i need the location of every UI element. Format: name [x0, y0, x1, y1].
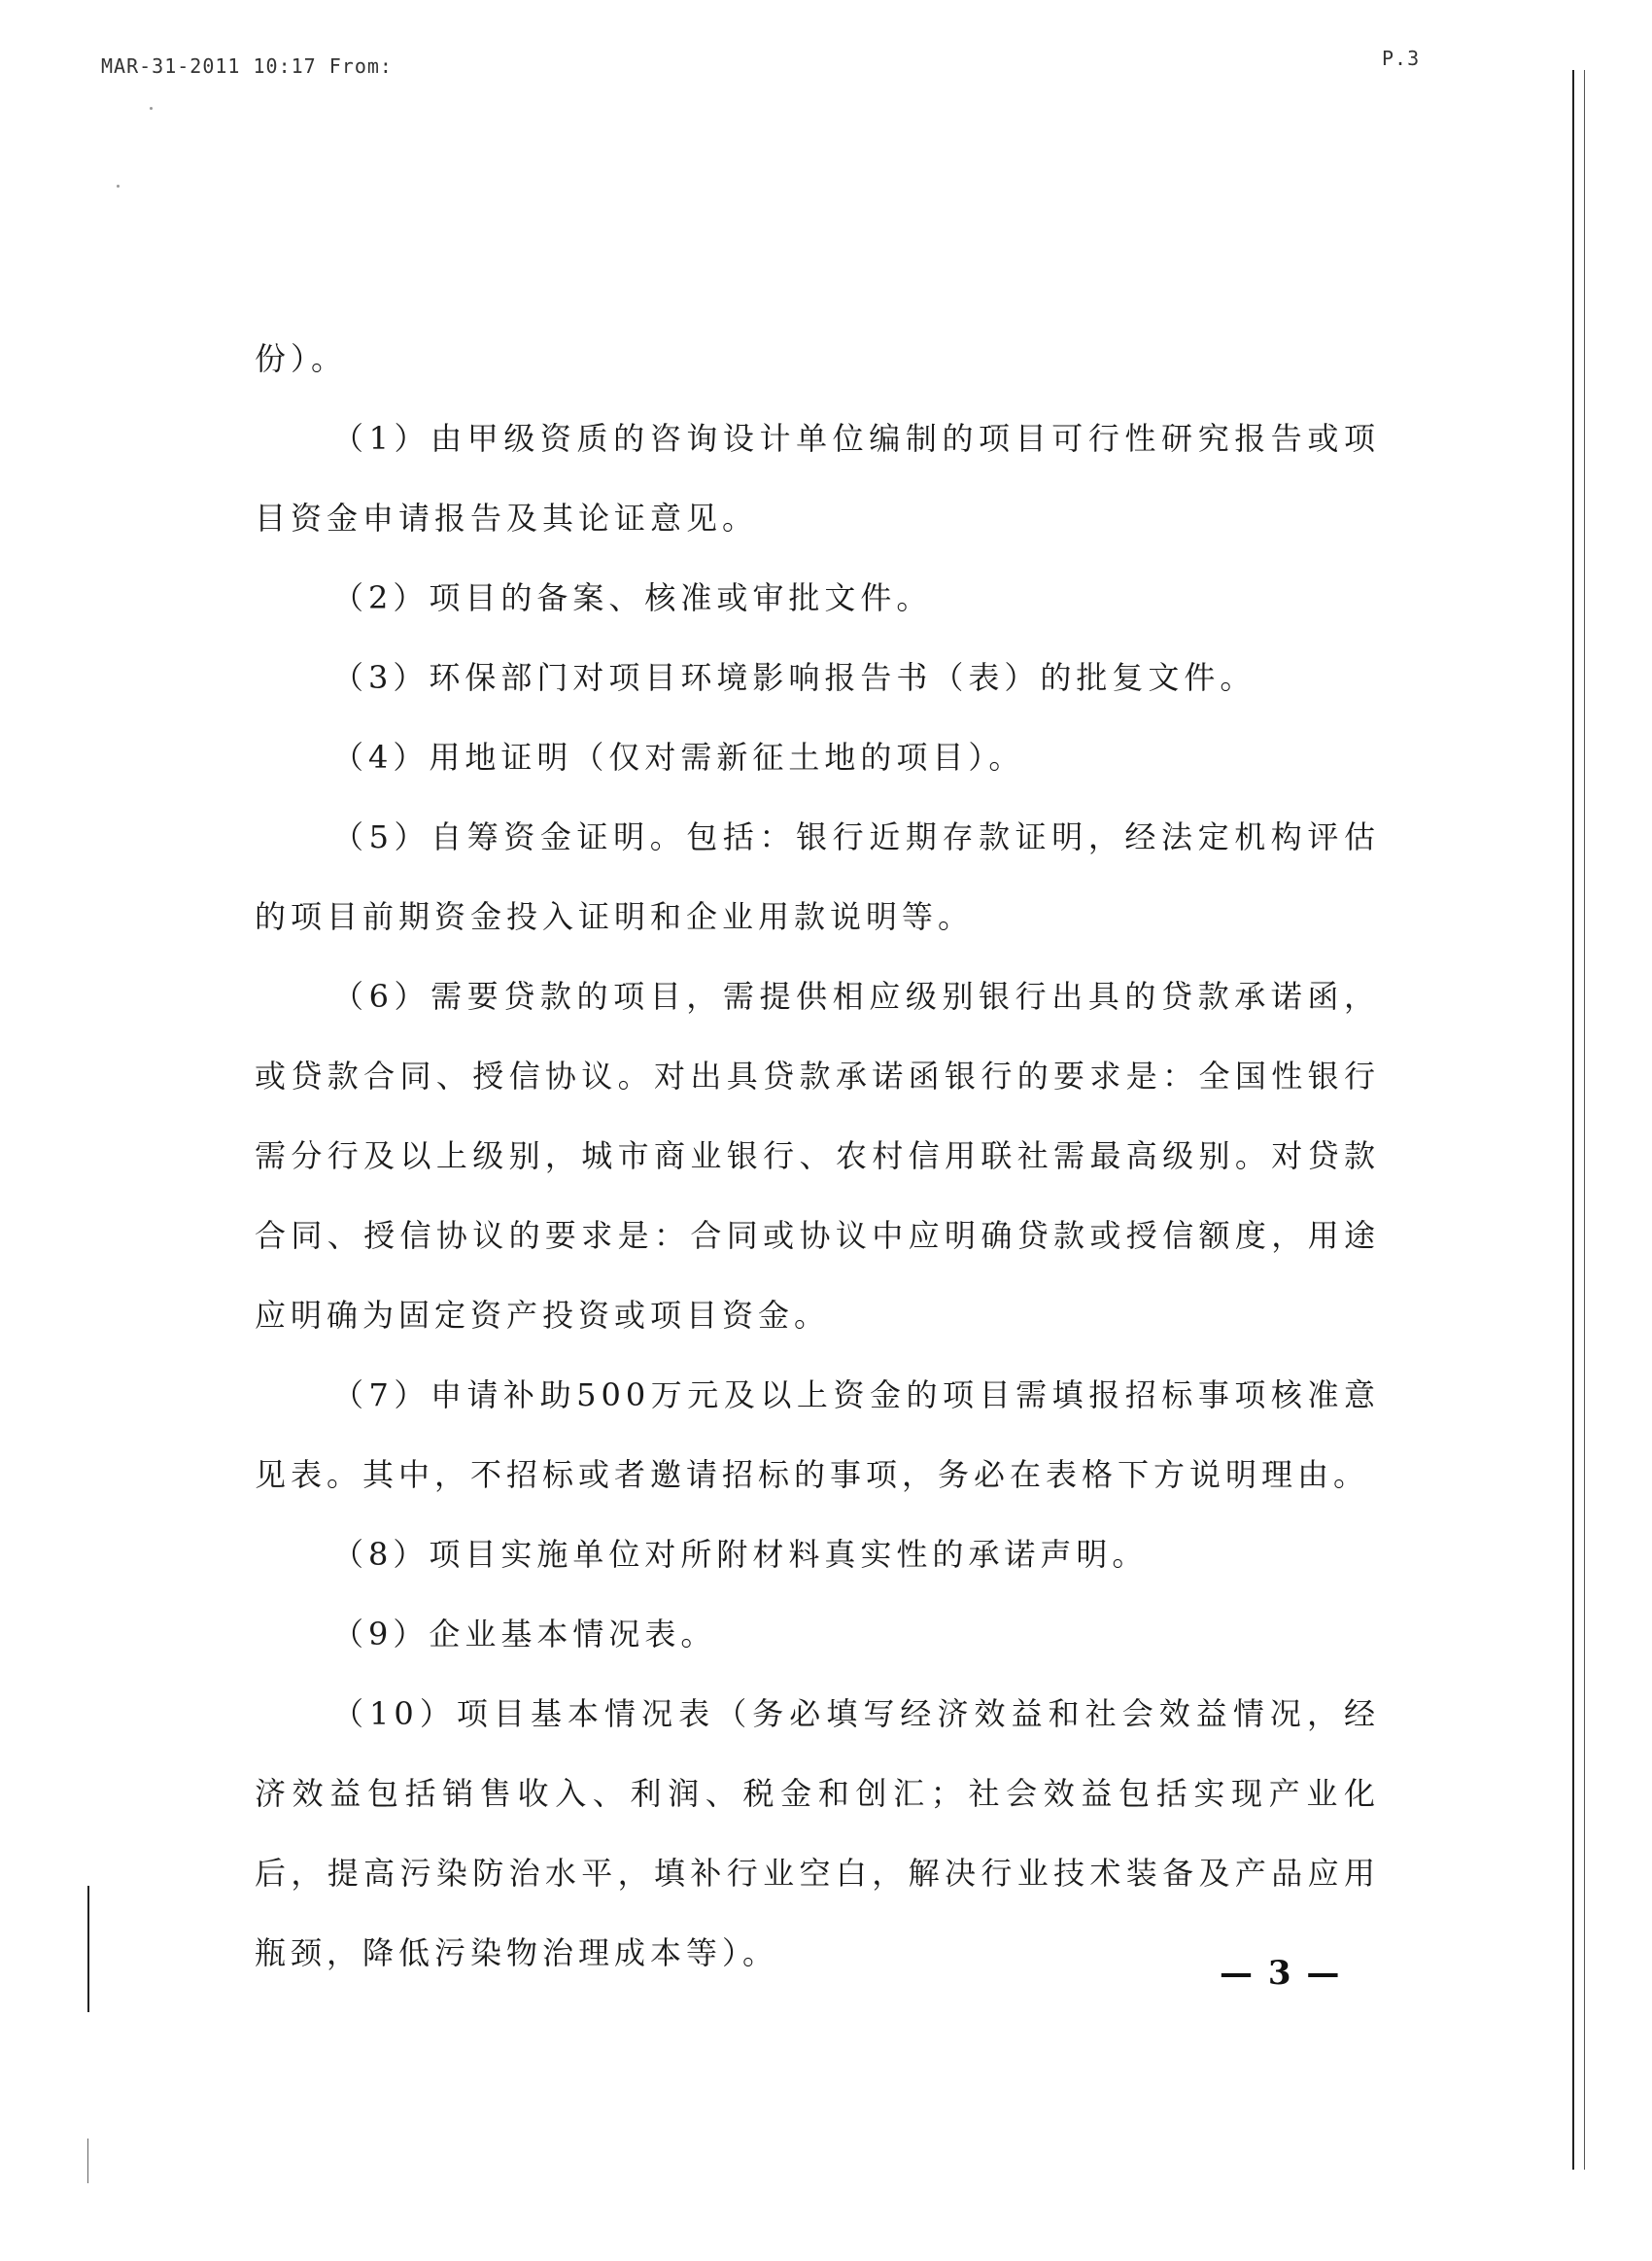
scan-speck: [117, 185, 120, 188]
paragraph: （6）需要贷款的项目，需提供相应级别银行出具的贷款承诺函，或贷款合同、授信协议。对出具贷款承诺函银行的要求是：全国性银行需分行及以上级别，城市商业银行、农村信用联社需最高级别。对贷款合同、授信协议的要求是：合同或协议中应明确贷款或授信额度，用途应明确为固定资产投资或项目资金。: [255, 978, 1380, 1334]
page-number: — 3 —: [1220, 1954, 1342, 1993]
paragraph: （3）环保部门对项目环境影响报告书（表）的批复文件。: [332, 659, 1256, 696]
scan-border-line: [1584, 70, 1585, 2170]
paragraph: （5）自筹资金证明。包括：银行近期存款证明，经法定机构评估的项目前期资金投入证明和企业用款说明等。: [255, 818, 1380, 935]
paragraph: （2）项目的备案、核准或审批文件。: [332, 579, 933, 616]
scan-border-line: [87, 1886, 89, 2012]
paragraph: （1）由甲级资质的咨询设计单位编制的项目可行性研究报告或项目资金申请报告及其论证意见。: [255, 420, 1380, 537]
paragraph: （10）项目基本情况表（务必填写经济效益和社会效益情况，经济效益包括销售收入、利润、税金和创汇；社会效益包括实现产业化后，提高污染防治水平，填补行业空白，解决行业技术装备及产品应用瓶颈，降低污染物治理成本等）。: [255, 1695, 1380, 1971]
paragraph: （8）项目实施单位对所附材料真实性的承诺声明。: [332, 1536, 1149, 1573]
document-body: [255, 319, 1380, 1993]
scan-speck: [150, 107, 153, 110]
scan-border-line: [87, 2139, 88, 2183]
paragraph: 份）。: [255, 340, 348, 377]
paragraph: （7）申请补助500万元及以上资金的项目需填报招标事项核准意见表。其中，不招标或者邀请招标的事项，务必在表格下方说明理由。: [255, 1376, 1380, 1493]
paragraph: （9）企业基本情况表。: [332, 1616, 717, 1652]
page-code: P.3: [1382, 47, 1421, 70]
fax-header: MAR-31-2011 10:17 From:: [101, 54, 393, 78]
scan-border-line: [1572, 70, 1574, 2170]
paragraph: （4）用地证明（仅对需新征土地的项目）。: [332, 739, 1025, 776]
